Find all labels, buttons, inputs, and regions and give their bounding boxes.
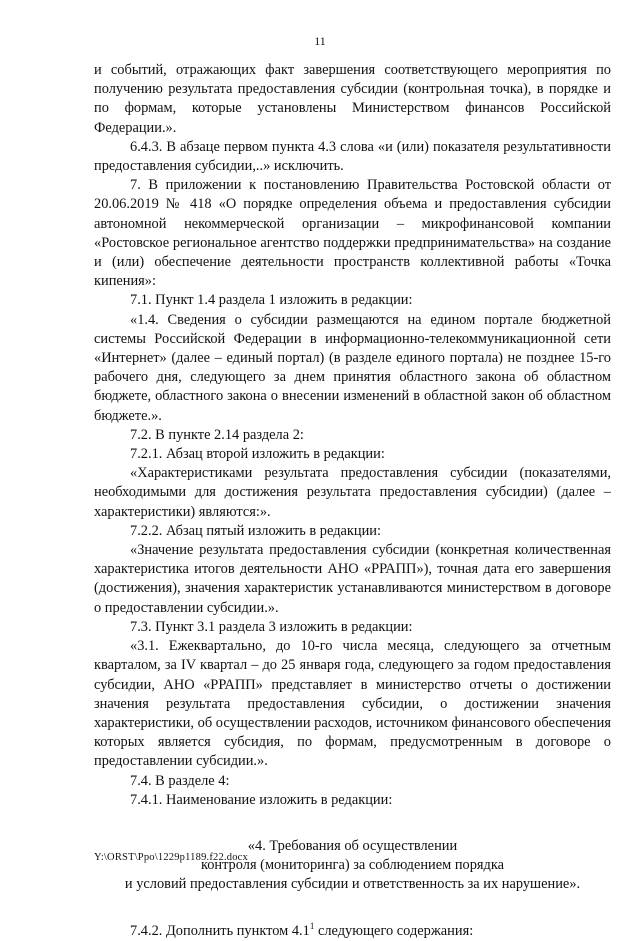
paragraph-7-1: 7.1. Пункт 1.4 раздела 1 изложить в редакции:	[130, 292, 413, 309]
paragraph-7-4-2-text: 7.4.2. Дополнить пунктом 4.1	[130, 922, 310, 939]
page-number: 11	[314, 34, 326, 48]
document-body	[94, 61, 611, 941]
paragraph-7-2-2: 7.2.2. Абзац пятый изложить в редакции:	[130, 522, 381, 539]
paragraph-result-value-quote: «Значение результата предоставления субсидии (конкретная количественная характеристика итогов деятельности АНО «РРАПП»), точная дата его завершения (достижения), значения характеристик устанавливаются министерством в договоре о предоставлении субсидии.».	[94, 542, 611, 616]
paragraph-3-1-quote: «3.1. Ежеквартально, до 10-го числа месяца, следующего за отчетным кварталом, за IV квартал – до 25 января года, следующего за годом предоставления субсидии, АНО «РРАПП» представляет в министерство отчеты о достижении значения результата предоставления субсидии, о достижении значения характеристики, об осуществлении расходов, источником финансового обеспечения которых является субсидия, по формам, предусмотренным в договоре о предоставлении субсидии.».	[94, 638, 611, 770]
paragraph-7-4-1: 7.4.1. Наименование изложить в редакции:	[130, 791, 393, 808]
paragraph-7-4-2-tail: следующего содержания:	[314, 922, 474, 939]
paragraph-7-2-1: 7.2.1. Абзац второй изложить в редакции:	[130, 446, 385, 463]
paragraph-characteristics-quote: «Характеристиками результата предоставления субсидии (показателями, необходимыми для достижения результата предоставления субсидии) (далее – характеристики) являются:».	[94, 465, 611, 520]
section-heading-line-1: «4. Требования об осуществлении	[247, 837, 458, 854]
section-heading-line-3: и условий предоставления субсидии и ответственность за их нарушение».	[124, 876, 581, 893]
paragraph-continuation: и событий, отражающих факт завершения соответствующего мероприятия по получению результата предоставления субсидии (контрольная точка), в порядке и по формам, которые установлены Министерством финансов Российской Федерации.».	[94, 62, 611, 136]
paragraph-7-2: 7.2. В пункте 2.14 раздела 2:	[130, 426, 304, 443]
paragraph-7-4-2	[94, 922, 611, 941]
section-heading-line-2: контроля (мониторинга) за соблюдением порядка	[200, 857, 505, 874]
paragraph-7-4: 7.4. В разделе 4:	[130, 772, 230, 789]
paragraph-6-4-3: 6.4.3. В абзаце первом пункта 4.3 слова «и (или) показателя результативности предоставления субсидии,..» исключить.	[94, 138, 611, 175]
superscript-number: 1	[309, 920, 315, 931]
file-path-footer: Y:\ORST\Ppo\1229p1189.f22.docx	[94, 852, 248, 863]
paragraph-1-4-quote: «1.4. Сведения о субсидии размещаются на едином портале бюджетной системы Российской Федерации в информационно-телекоммуникационной сети «Интернет» (далее – единый портал) (в разделе единого портала) не позднее 15-го рабочего дня, следующего за днем принятия областного закона об областном бюджете, областного закона о внесении изменений в областной закон об областном бюджете.».	[94, 311, 611, 424]
paragraph-7-3: 7.3. Пункт 3.1 раздела 3 изложить в редакции:	[130, 618, 413, 635]
paragraph-7: 7. В приложении к постановлению Правительства Ростовской области от 20.06.2019 № 418 «О порядке определения объема и предоставления субсидии автономной некоммерческой организации – микрофинансовой компании «Ростовское региональное агентство поддержки предпринимательства» на создание и (или) обеспечение деятельности пространств коллективной работы «Точка кипения»:	[94, 177, 611, 290]
section-heading	[94, 837, 611, 895]
